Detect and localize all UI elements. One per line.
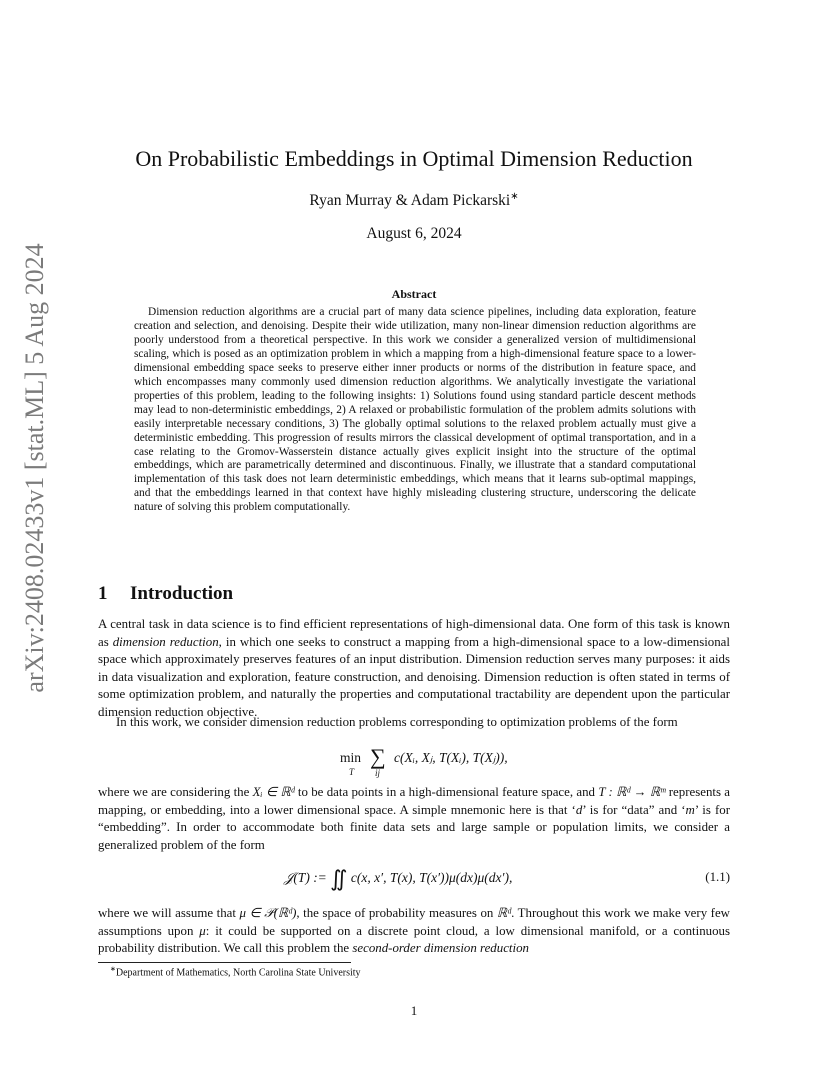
footnote-rule <box>98 962 351 963</box>
section-number: 1 <box>98 583 108 604</box>
section-title: Introduction <box>130 583 234 604</box>
math-mu-in-p: μ ∈ 𝒫(ℝᵈ) <box>239 906 297 920</box>
p1-text-b: , in which one seeks to construct a mapping from a high-dimensional space to a low-dimensional space which approximately preserves features of an input distribution. Dimension reduction serves many purposes: it aids in data visualization and exploration, feature construction, and denoising. Dimension reduction is often stated in terms of some optimization problem, and naturally the properties and computational tractability are dependent upon the particular dimension reduction objective. <box>98 634 730 719</box>
math-xi-in-rd: Xᵢ ∈ ℝᵈ <box>252 785 295 799</box>
intro-paragraph-3 <box>98 784 730 854</box>
p4-text-a: where we will assume that <box>98 906 240 920</box>
equation-1-1 <box>98 866 730 892</box>
publication-date: August 6, 2024 <box>366 225 462 242</box>
p3-text-a: where we are considering the <box>98 785 253 799</box>
footnote-text: Department of Mathematics, North Carolina State University <box>115 967 361 979</box>
intro-paragraph-2: In this work, we consider dimension reduction problems corresponding to optimization problems of the form <box>116 715 678 729</box>
p3-text-c: represents a mapping, or embedding, into a lower dimensional space. A simple mnemonic here is that ‘ <box>98 785 731 817</box>
intro-paragraph-1 <box>98 616 730 722</box>
sum-subscript: ij <box>375 768 381 778</box>
page-number: 1 <box>410 1003 418 1018</box>
arxiv-identifier-text: arXiv:2408.02433v1 [stat.ML] 5 Aug 2024 <box>20 242 49 693</box>
author-footnote-mark: ∗ <box>510 191 519 202</box>
p4-text-c: . Throughout this work we make very few assumptions upon <box>98 906 730 938</box>
abstract-heading: Abstract <box>391 287 437 301</box>
p4-emphasis: second-order dimension reduction <box>352 941 529 956</box>
equation1-body: c(Xᵢ, Xⱼ, T(Xᵢ), T(Xⱼ)), <box>394 750 508 765</box>
min-subscript: T <box>349 767 355 777</box>
authors-names: Ryan Murray & Adam Pickarski <box>309 192 511 210</box>
intro-paragraph-4 <box>98 905 730 958</box>
equation2-body: c(x, x′, T(x), T(x′))μ(dx)μ(dx′), <box>350 870 513 886</box>
math-m: m <box>685 802 695 817</box>
section-heading-introduction <box>98 583 233 605</box>
math-mu: μ <box>199 923 206 938</box>
equation-number: (1.1) <box>705 870 730 884</box>
min-operator: min <box>340 750 362 765</box>
author-line <box>98 191 730 210</box>
equation-min-sum <box>340 746 600 780</box>
p3-text-d: ’ is for “data” and ‘ <box>582 802 686 817</box>
equation2-expression <box>284 868 512 890</box>
math-t-map: T : ℝᵈ → ℝᵐ <box>598 785 666 799</box>
footnote <box>98 965 742 978</box>
p3-text-b: to be data points in a high-dimensional feature space, and <box>294 785 599 799</box>
arxiv-identifier-stamp <box>20 242 50 693</box>
double-integral-symbol: ∬ <box>330 866 348 891</box>
sum-operator: ∑ <box>370 744 386 769</box>
p1-emphasis: dimension reduction <box>112 634 219 649</box>
abstract-text: Dimension reduction algorithms are a crucial part of many data science pipelines, including data exploration, feature creation and selection, and denoising. Despite their wide utilization, many non-linear dimension reduction algorithms are poorly understood from a theoretical perspective. In this work we consider a generalized version of multidimensional scaling, which is posed as an optimization problem in which a mapping from a high-dimensional feature space to a lower-dimensional embedding space seeks to preserve either inner products or norms of the distribution in feature space, and which encompasses many commonly used dimension reduction algorithms. We analytically investigate the variational properties of this problem, leading to the following insights: 1) Solutions found using standard particle descent methods may lead to non-deterministic embeddings, 2) A relaxed or probabilistic formulation of the problem admits solutions with easily interpretable necessary conditions, 3) The globally optimal solutions to the relaxed problem actually must give a deterministic embedding. This progression of results mirrors the classical development of optimal transportation, and in a case relating to the Gromov-Wasserstein distance actually gives explicit insight into the structure of the optimal embeddings, which are parametrically determined and discontinuous. Finally, we illustrate that a standard computational implementation of this task does not learn deterministic embeddings, which means that it learns sub-optimal mappings, and that the embeddings learned in that context have highly misleading clustering structure, underscoring the delicate nature of solving this problem computationally. <box>134 306 696 514</box>
equation2-lhs: 𝒥(T) := <box>284 870 327 886</box>
footnote-mark: ∗ <box>110 965 116 973</box>
paper-title: On Probabilistic Embeddings in Optimal Dimension Reduction <box>135 146 693 171</box>
p1-text-a: A central task in data science is to find efficient representations of high-dimensional data. One form of this task is known as <box>98 617 730 649</box>
p3-text-e: ’ is for “embedding”. In order to accommodate both finite data sets and large sample or population limits, we consider a generalized problem of the form <box>98 802 730 852</box>
p4-text-d: : it could be supported on a discrete point cloud, a low dimensional manifold, or a continuous probability distribution. We call this problem the <box>98 923 730 956</box>
math-rd: ℝᵈ <box>496 906 512 920</box>
math-d: d <box>575 802 583 817</box>
p4-text-b: , the space of probability measures on <box>296 906 497 920</box>
